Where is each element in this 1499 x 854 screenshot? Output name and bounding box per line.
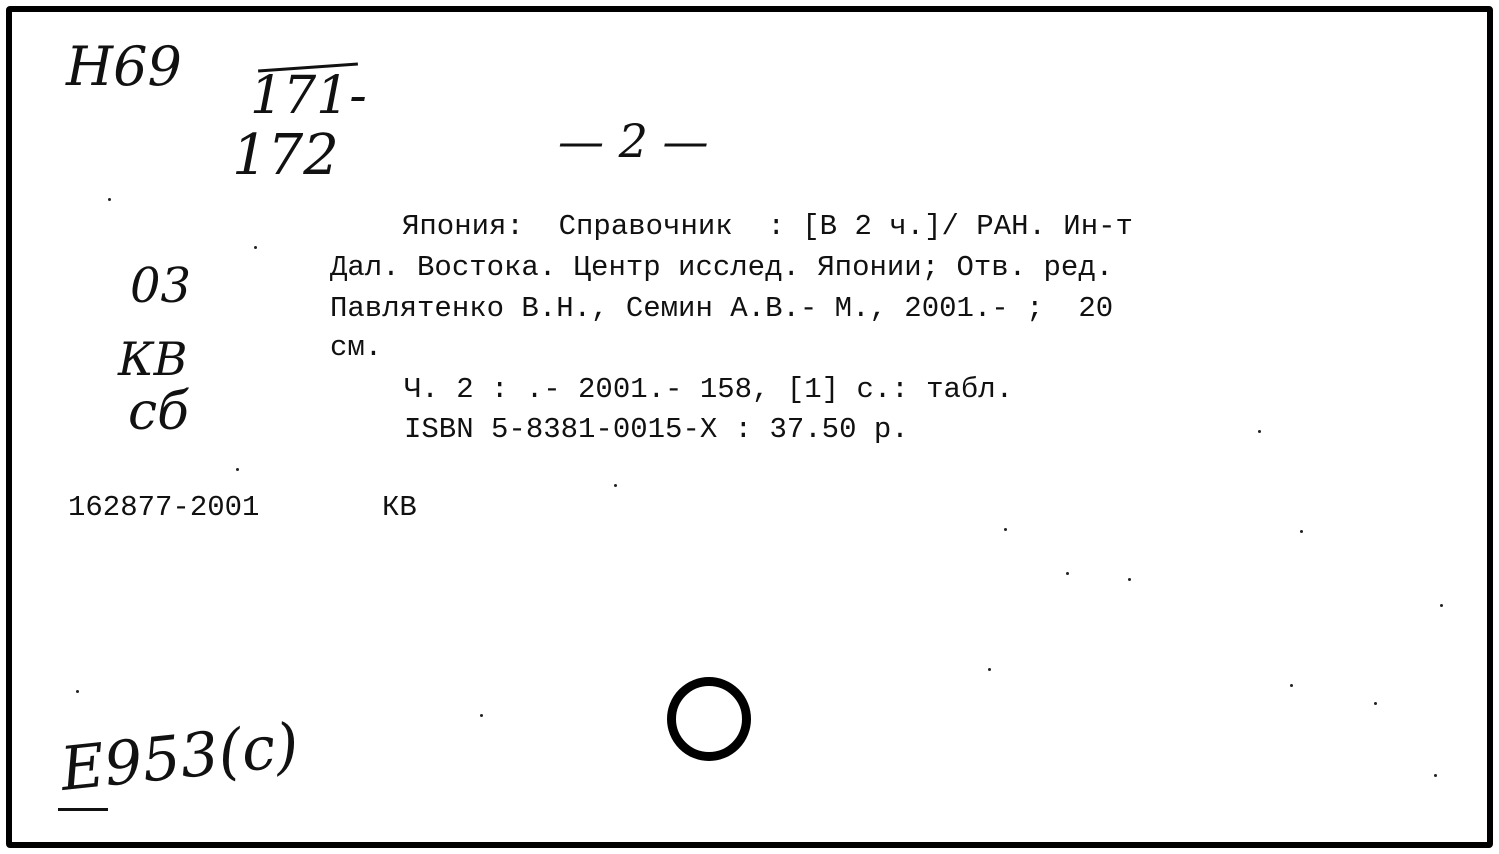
bottom-code-underline [58,808,108,811]
entry-part-line: Ч. 2 : .- 2001.- 158, [1] с.: табл. [404,373,1014,406]
handwritten-code-kv: КВ [118,332,188,386]
scan-speck [1066,572,1069,575]
accession-code: КВ [382,491,417,524]
handwritten-code-03: 03 [130,258,192,314]
handwritten-volume-mark: — 2 — [558,114,709,168]
scan-speck [480,714,483,717]
scan-speck [988,668,991,671]
scan-speck [254,246,257,249]
scan-speck [1300,530,1303,533]
card-punch-hole [667,677,751,761]
scan-speck [1374,702,1377,705]
handwritten-bottom-code: E953(c) [57,710,302,805]
scan-speck [1258,430,1261,433]
scan-speck [108,198,111,201]
entry-line-2: Дал. Востока. Центр исслед. Японии; Отв. ред. [330,251,1114,284]
handwritten-shelfmark-lower: 172 [232,123,339,188]
scan-speck [1290,684,1293,687]
entry-line-4: см. [330,331,383,364]
entry-title-line: Япония: Справочник : [В 2 ч.]/ РАН. Ин-т [402,210,1133,243]
scan-speck [1004,528,1007,531]
handwritten-shelfmark: H69 [66,35,182,98]
handwritten-shelfmark-upper: 171- [250,66,367,126]
scan-speck [1434,774,1437,777]
accession-number: 162877-2001 [68,491,260,524]
entry-line-3: Павлятенко В.Н., Семин А.В.- М., 2001.- ; 20 [330,292,1114,325]
scan-speck [76,690,79,693]
scan-speck [236,468,239,471]
scan-speck [614,484,617,487]
scan-speck [1128,578,1131,581]
handwritten-code-sb: сб [128,382,189,442]
entry-isbn-line: ISBN 5-8381-0015-X : 37.50 р. [404,413,909,446]
scan-speck [1440,604,1443,607]
